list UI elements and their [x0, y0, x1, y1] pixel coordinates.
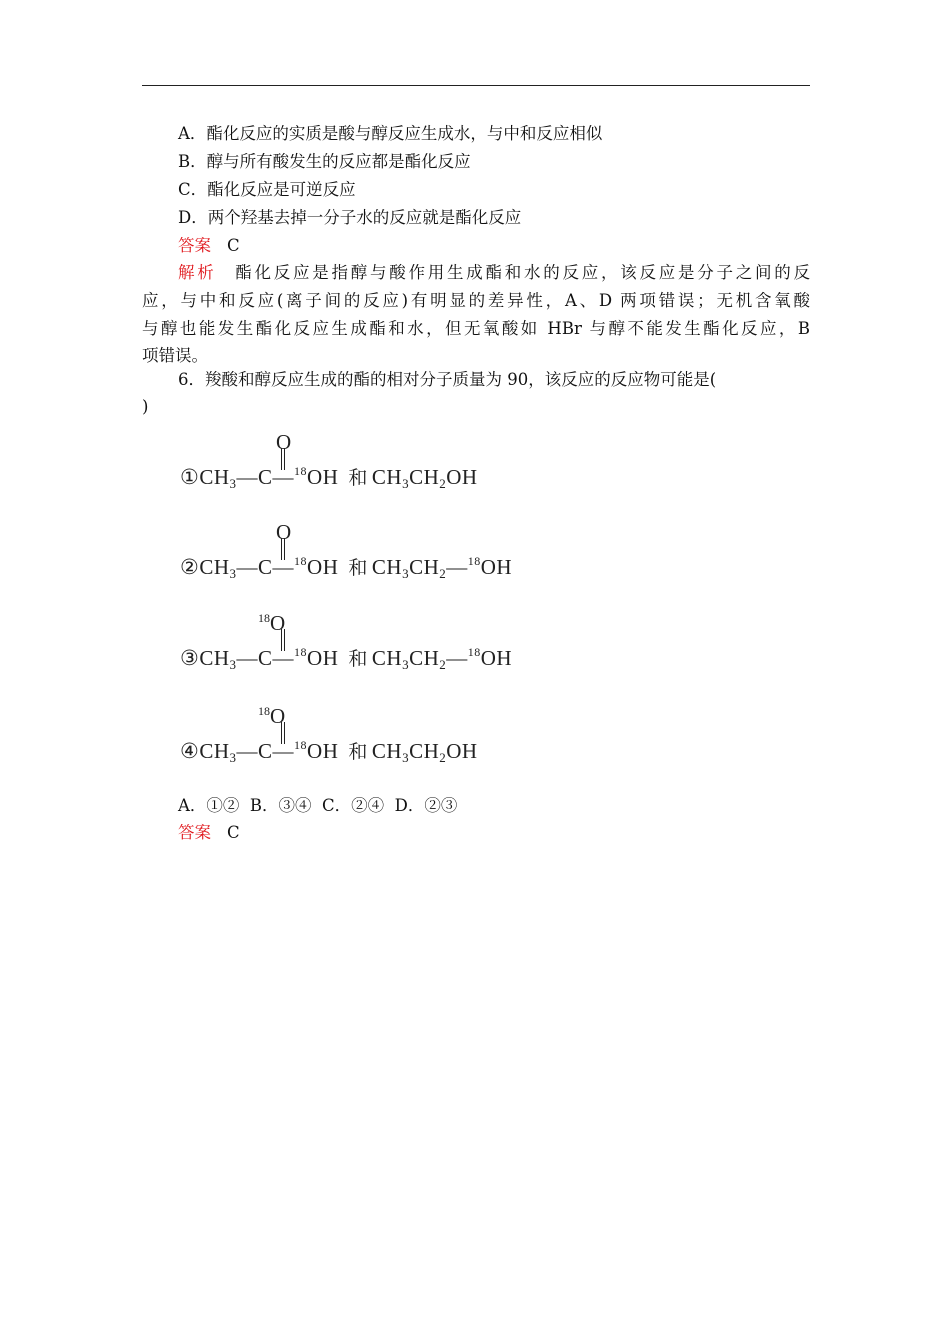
answer-label: 答案 [178, 236, 211, 255]
analysis-text-1: 酯化反应是指醇与酸作用生成酯和水的反应，该反应是分子之间的反 [232, 263, 810, 282]
answer-value: C [227, 823, 240, 842]
q6-stem: 6．羧酸和醇反应生成的酯的相对分子质量为 90，该反应的反应物可能是( [178, 370, 717, 389]
analysis-line-2: 应，与中和反应(离子间的反应)有明显的差异性，A、D 两项错误；无机含氧酸 [142, 291, 810, 310]
answer-label: 答案 [178, 823, 211, 842]
q6-choices: A．①② B．③④ C．②④ D．②③ [178, 796, 458, 815]
formula-row: $②CH_3—C—^{18}OH$ 和 $CH_3CH_2—^{18}OH$ [180, 554, 513, 581]
q6-stem-end: ) [142, 397, 149, 416]
option-d: D．两个羟基去掉一分子水的反应就是酯化反应 [178, 208, 522, 227]
formula-option-3 [166, 607, 600, 677]
carbonyl-oxygen: O [276, 430, 292, 454]
option-a: A．酯化反应的实质是酸与醇反应生成水，与中和反应相似 [178, 124, 603, 143]
formula-option-1 [180, 426, 600, 496]
analysis-line-4: 项错误。 [142, 346, 208, 365]
formula-row: $①CH_3—C—^{18}OH$ 和 $CH_3CH_2OH$ [180, 464, 478, 491]
formula-option-2 [180, 516, 600, 586]
carbonyl-oxygen: $^{18}$O [258, 611, 286, 635]
option-c: C．酯化反应是可逆反应 [178, 180, 356, 199]
carbonyl-oxygen: O [276, 520, 292, 544]
option-b: B．醇与所有酸发生的反应都是酯化反应 [178, 152, 471, 171]
analysis-label: 解析 [178, 263, 217, 282]
q6-answer [178, 822, 240, 844]
analysis-line-1 [178, 262, 810, 284]
formula-row: $③CH_3—C—^{18}OH$ 和 $CH_3CH_2—^{18}OH$ [180, 645, 513, 672]
carbonyl-oxygen: $^{18}$O [258, 704, 286, 728]
answer-value: C [227, 236, 240, 255]
formula-row: $④CH_3—C—^{18}OH$ 和 $CH_3CH_2OH$ [180, 738, 478, 765]
analysis-line-3: 与醇也能发生酯化反应生成酯和水，但无氧酸如 HBr 与醇不能发生酯化反应，B [142, 319, 810, 338]
q5-answer [178, 235, 240, 257]
formula-option-4 [166, 700, 600, 770]
header-rule [142, 85, 810, 86]
